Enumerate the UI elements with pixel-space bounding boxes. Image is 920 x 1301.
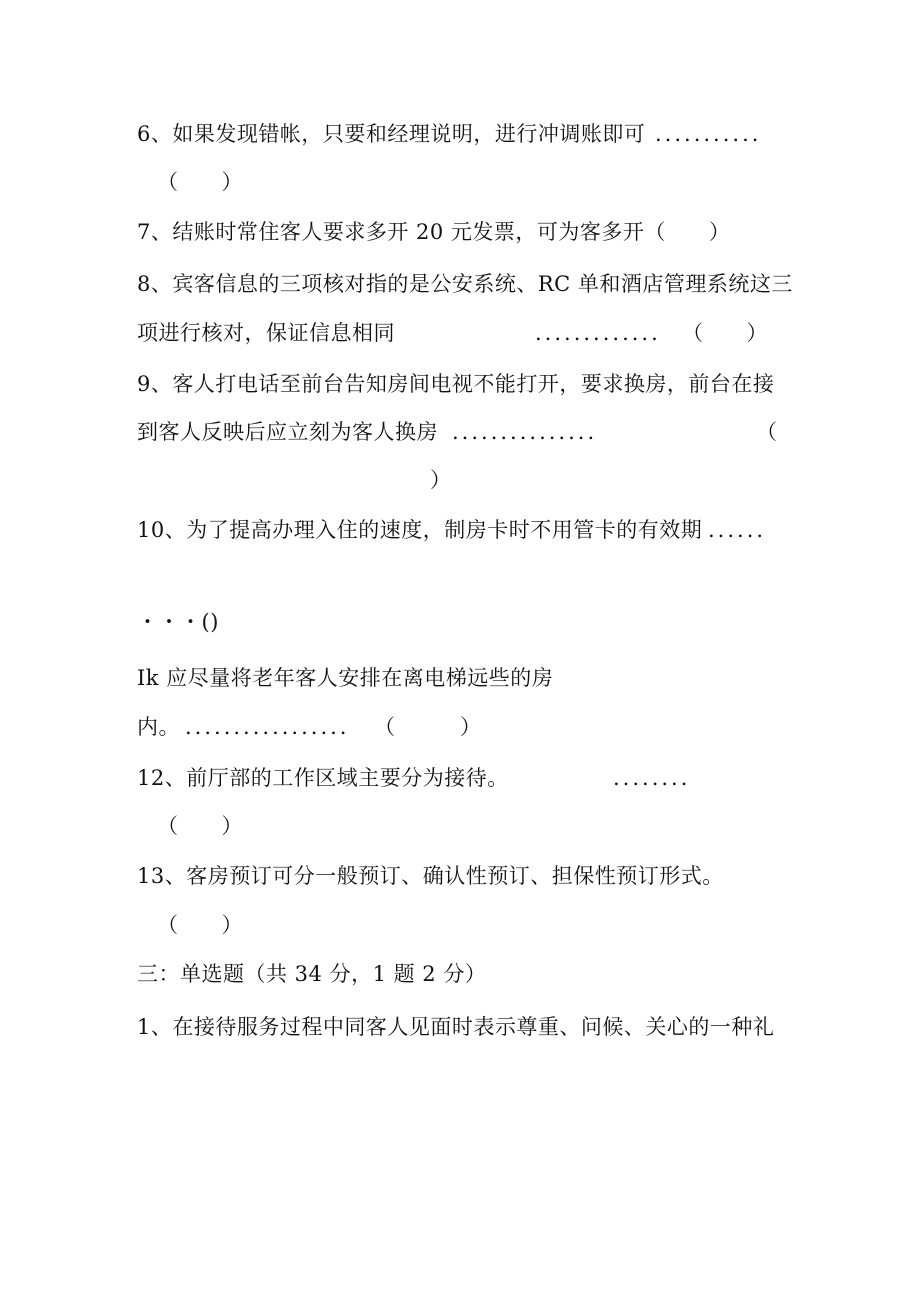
question-9-dots: ...............	[452, 420, 598, 444]
question-10-text: 10、为了提高办理入住的速度，制房卡时不用管卡的有效期	[137, 518, 703, 542]
question-10-dots: ......	[708, 518, 767, 542]
question-12-dots: ........	[613, 766, 691, 790]
question-12-text: 12、前厅部的工作区域主要分为接待。	[137, 766, 509, 790]
question-6-dots: ...........	[655, 122, 762, 146]
section-3-heading: 三：单选题（共 34 分，1 题 2 分）	[137, 962, 487, 986]
question-8-line-1: 8、宾客信息的三项核对指的是公安系统、RC 单和酒店管理系统这三	[137, 272, 793, 296]
question-7-text: 7、结账时常住客人要求多开 20 元发票，可为客多开（ ）	[137, 220, 731, 244]
question-11-dots: .................	[185, 715, 350, 739]
question-8-dots: .............	[535, 321, 661, 345]
question-6-answer-blank: （ ）	[157, 170, 243, 194]
question-8-line-2: 项进行核对，保证信息相同	[137, 321, 395, 345]
question-9-paren-open: （	[756, 420, 778, 444]
question-11-line-1: Ik 应尽量将老年客人安排在离电梯远些的房	[137, 666, 554, 690]
question-13-text: 13、客房预订可分一般预订、确认性预订、担保性预订形式。	[137, 864, 724, 888]
question-13-answer-blank: （ ）	[157, 913, 243, 937]
question-12-answer-blank: （ ）	[157, 814, 243, 838]
question-9-line-2: 到客人反映后应立刻为客人换房	[137, 420, 438, 444]
question-6-text: 6、如果发现错帐，只要和经理说明，进行冲调账即可	[137, 122, 646, 146]
question-8-answer-blank: （ ）	[682, 321, 768, 345]
section-3-question-1-text: 1、在接待服务过程中同客人见面时表示尊重、问候、关心的一种礼	[137, 1015, 775, 1039]
question-11-line-2: 内。	[137, 715, 180, 739]
question-9-paren-close: ）	[430, 468, 452, 492]
question-9-line-1: 9、客人打电话至前台告知房间电视不能打开，要求换房，前台在接	[137, 372, 775, 396]
question-10-continuation: ・・・()	[137, 610, 219, 634]
question-11-answer-blank: （ ）	[374, 715, 482, 739]
